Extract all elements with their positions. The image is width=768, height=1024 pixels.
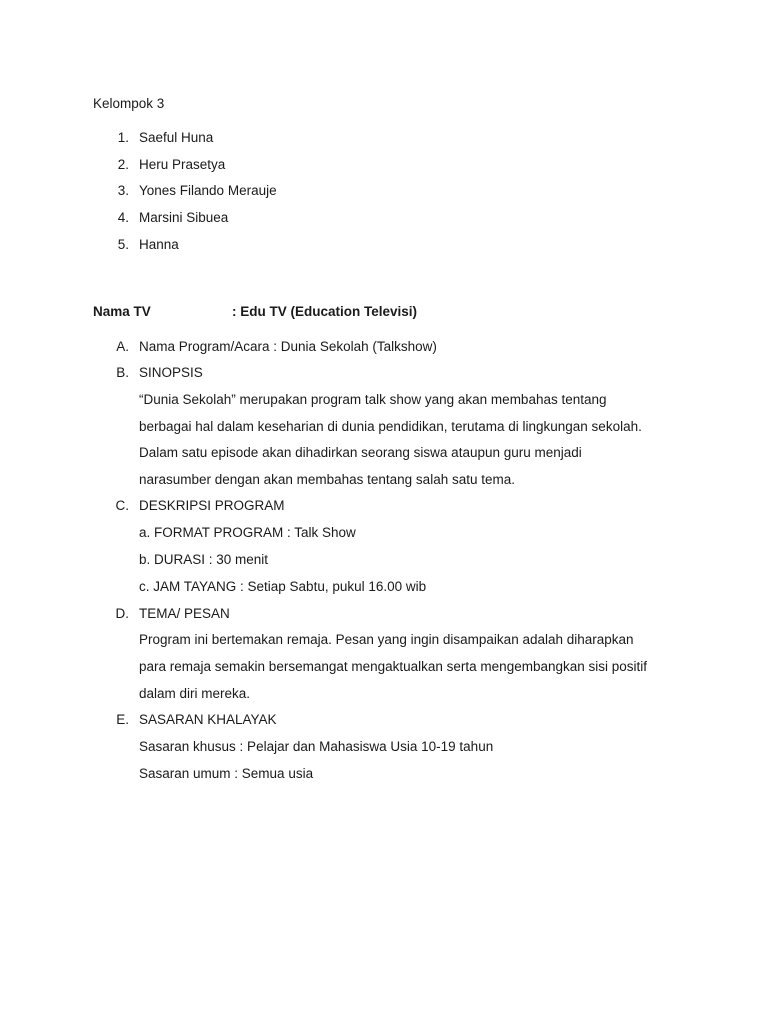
section-e-title: SASARAN KHALAYAK [139,712,277,727]
group-title: Kelompok 3 [93,96,165,111]
section-d-line: Program ini bertemakan remaja. Pesan yang ingin disampaikan adalah diharapkan [139,632,634,647]
section-c-line: a. FORMAT PROGRAM : Talk Show [139,525,356,540]
section-letter: B. [116,365,129,380]
section-b-line: Dalam satu episode akan dihadirkan seorang siswa ataupun guru menjadi [139,445,582,460]
member-name: Heru Prasetya [139,157,226,172]
section-b-line: “Dunia Sekolah” merupakan program talk show yang akan membahas tentang [139,392,607,407]
section-b-line: narasumber dengan akan membahas tentang salah satu tema. [139,472,515,487]
section-b-title: SINOPSIS [139,365,203,380]
section-e-line: Sasaran umum : Semua usia [139,766,314,781]
section-c-line: b. DURASI : 30 menit [139,552,269,567]
section-letter: C. [115,498,129,513]
member-name: Yones Filando Merauje [139,183,277,198]
member-number: 3. [117,183,129,198]
member-name: Hanna [139,237,179,252]
section-letter: A. [116,339,129,354]
section-b-line: berbagai hal dalam keseharian di dunia pendidikan, terutama di lingkungan sekolah. [139,419,642,434]
member-number: 1. [117,130,129,145]
tv-name-value: : Edu TV (Education Televisi) [232,304,418,319]
section-e-line: Sasaran khusus : Pelajar dan Mahasiswa Usia 10-19 tahun [139,739,494,754]
section-d-line: para remaja semakin bersemangat mengaktualkan serta mengembangkan sisi positif [139,659,648,674]
section-a-text: Nama Program/Acara : Dunia Sekolah (Talkshow) [139,339,437,354]
section-c-line: c. JAM TAYANG : Setiap Sabtu, pukul 16.00 wib [139,579,427,594]
member-name: Marsini Sibuea [139,210,229,225]
member-number: 4. [117,210,129,225]
section-c-title: DESKRIPSI PROGRAM [139,498,285,513]
member-number: 2. [117,157,129,172]
section-letter: E. [116,712,129,727]
section-d-title: TEMA/ PESAN [139,606,230,621]
member-number: 5. [117,237,129,252]
member-name: Saeful Huna [139,130,214,145]
tv-name-label: Nama TV [93,304,151,319]
section-d-line: dalam diri mereka. [139,686,251,701]
section-letter: D. [115,606,129,621]
